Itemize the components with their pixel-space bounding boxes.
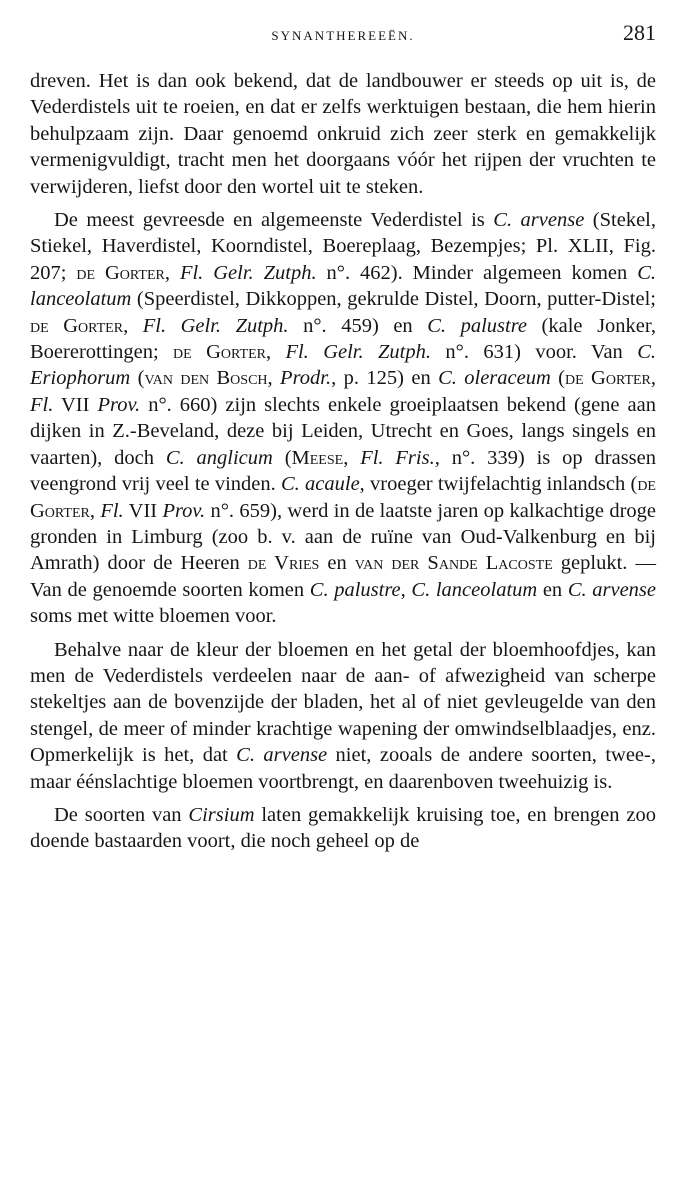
text-run: , p. 125) en (331, 367, 439, 390)
italic-run: Prov. (97, 393, 141, 416)
running-title: SYNANTHEREEËN. (271, 28, 415, 43)
text-run: niet, zooals de andere soorten, twee-, maar éénslachtige bloemen voortbrengt, en daarenboven tweehuizig is. (30, 744, 656, 793)
italic-run: Fl. (30, 393, 54, 416)
small-caps-run: de Vries (247, 552, 320, 575)
italic-run: Fl. Gelr. Zutph. (142, 314, 289, 337)
text-run: VII (53, 393, 98, 416)
italic-run: C. oleraceum (438, 367, 551, 390)
italic-run: C. acaule (281, 473, 360, 496)
italic-run: C. arvense (493, 209, 585, 232)
text-run: , vroeger twijfelachtig inlandsch ( (359, 473, 638, 496)
text-run: , (343, 446, 361, 469)
text-run: en (319, 552, 355, 575)
text-run: n°. 659), werd in de laatste jaren op kalkachtige droge gronden in Limburg (zoo b. v. aan de ruïne van Oud-Valkenburg en bij Amrath) door de Heeren (30, 499, 657, 575)
text-run: , (89, 499, 101, 522)
paragraph-4 (30, 802, 656, 855)
text-run: VII (123, 499, 163, 522)
italic-run: Fl. (100, 499, 124, 522)
text-run: ( (130, 367, 145, 390)
text-run: ( (550, 367, 565, 390)
text-run: De soorten van (54, 803, 189, 826)
page-header (30, 20, 656, 60)
italic-run: C. anglicum (165, 446, 273, 469)
small-caps-run: van den Bosch (144, 367, 268, 390)
small-caps-run: van der Sande Lacoste (354, 552, 553, 575)
text-run: , (267, 367, 281, 390)
paragraph-2 (30, 207, 656, 630)
body-text (30, 68, 656, 855)
italic-run: C. palustre (427, 314, 528, 337)
text-run: , n°. 339) is op drassen veengrond vrij veel te vinden. (30, 446, 656, 496)
text-run: n°. 631) voor. Van (431, 341, 638, 364)
italic-run: C. arvense (567, 578, 657, 601)
small-caps-run: de Gorter (30, 473, 656, 522)
text-run: (kale Jonker, Boererottingen; (30, 314, 657, 364)
italic-run: Fl. Gelr. Zutph. (285, 341, 431, 364)
italic-run: C. lanceolatum (411, 578, 538, 601)
text-run: n°. 459) en (288, 314, 428, 337)
text-run: , (265, 341, 286, 364)
small-caps-run: de Gorter (173, 341, 266, 364)
text-run: , (164, 261, 180, 284)
italic-run: C. lanceolatum (30, 261, 657, 311)
italic-run: C. palustre (309, 578, 401, 601)
text-run: geplukt. — Van de genoemde soorten komen (30, 552, 656, 601)
text-run: , (400, 578, 412, 601)
text-run: en (537, 578, 568, 601)
book-page (30, 20, 656, 855)
text-run: (Stekel, Stiekel, Haverdistel, Koorndistel, Boereplaag, Bezempjes; Pl. XLII, Fig. 207; (30, 209, 656, 284)
paragraph-1 (30, 68, 656, 200)
small-caps-run: de Gorter (30, 314, 124, 337)
italic-run: C. arvense (236, 744, 328, 767)
text-run: De meest gevreesde en algemeenste Vederdistel is (54, 209, 494, 232)
text-run: n°. 660) zijn slechts enkele groeiplaatsen bekend (gene aan dijken in Z.-Beveland, deze bij Leiden, Utrecht en Goes, langs singels en vaarten), doch (30, 393, 656, 469)
italic-run: Fl. Fris. (360, 446, 435, 469)
small-caps-run: de Gorter (76, 261, 165, 284)
italic-run: Fl. Gelr. Zutph. (179, 261, 317, 284)
text-run: laten gemakkelijk kruising toe, en brengen zoo doende bastaarden voort, die noch geheel op de (30, 803, 656, 853)
text-run: , (650, 367, 657, 390)
text-run: , (123, 314, 143, 337)
text-run: ( (272, 446, 292, 469)
paragraph-3 (30, 637, 656, 795)
text-run: Behalve naar de kleur der bloemen en het getal der bloemhoofdjes, kan men de Vederdistels verdeelen naar de aan- of afwezigheid van scherpe stekeltjes aan de bovenzijde der bladen, het al of niet gevleugelde van den stengel, de meer of minder krachtige wapening der omwindselblaadjes, enz. Opmerkelijk is het, dat (30, 638, 656, 767)
page-number: 281 (623, 20, 656, 45)
italic-run: C. Eriophorum (30, 341, 656, 390)
italic-run: Prov. (162, 499, 206, 522)
text-run: n°. 462). Minder algemeen komen (316, 261, 638, 284)
text-run: (Speerdistel, Dikkoppen, gekrulde Distel, Doorn, putter-Distel; (131, 288, 656, 311)
text-run: soms met witte bloemen voor. (30, 605, 277, 628)
italic-run: Prodr. (280, 367, 332, 390)
small-caps-run: de Gorter (565, 367, 651, 390)
small-caps-run: Meese (291, 446, 344, 469)
text-run: dreven. Het is dan ook bekend, dat de landbouwer er steeds op uit is, de Vederdistels uit te roeien, en dat er zelfs werktuigen bestaan, die hem hierin behulpzaam zijn. Daar genoemd onkruid zich zeer sterk en gemakkelijk vermenigvuldigt, tracht men het doorgaans vóór het rijpen der vruchten te verwijderen, liefst door den wortel uit te steken. (30, 70, 656, 198)
italic-run: Cirsium (188, 803, 255, 826)
